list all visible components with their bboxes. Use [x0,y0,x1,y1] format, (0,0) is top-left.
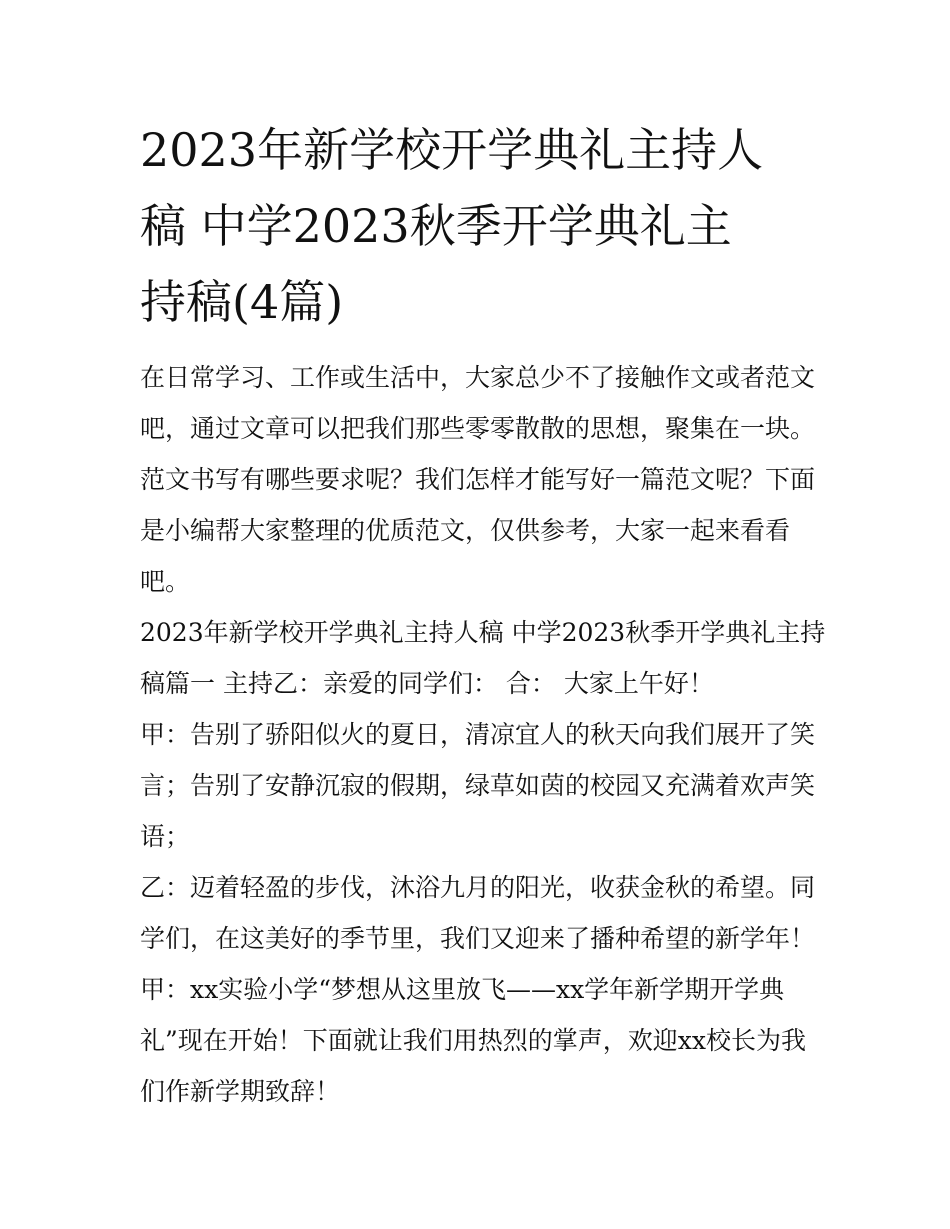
title-line: 稿 中学2023秋季开学典礼主 [140,199,732,253]
intro-paragraph [140,352,820,607]
text-line: 语； [140,822,191,851]
document-title [140,112,820,340]
speech-paragraph-jia-2 [140,964,820,1117]
text-line: 吧。 [140,567,191,596]
text-line: 2023年新学校开学典礼主持人稿 中学2023秋季开学典礼主持 [140,618,826,647]
speech-paragraph-yi-1 [140,862,820,964]
text-line: 学们，在这美好的季节里，我们又迎来了播种希望的新学年！ [140,924,816,953]
text-line: 吧，通过文章可以把我们那些零零散散的思想，聚集在一块。 [140,414,816,443]
text-line: 稿篇一 主持乙：亲爱的同学们： 合： 大家上午好！ [140,669,714,698]
document-body [140,352,826,1117]
text-line: 在日常学习、工作或生活中，大家总少不了接触作文或者范文 [140,363,816,392]
text-line: 们作新学期致辞！ [140,1077,341,1106]
text-line: 是小编帮大家整理的优质范文，仅供参考，大家一起来看看 [140,516,791,545]
text-line: 甲：告别了骄阳似火的夏日，清凉宜人的秋天向我们展开了笑 [140,720,816,749]
text-line: 甲：xx实验小学“梦想从这里放飞——xx学年新学期开学典 [140,975,785,1004]
text-line: 范文书写有哪些要求呢？我们怎样才能写好一篇范文呢？下面 [140,465,816,494]
section-heading-paragraph [140,607,826,709]
speech-paragraph-jia-1 [140,709,820,862]
text-line: 乙：迈着轻盈的步伐，沐浴九月的阳光，收获金秋的希望。同 [140,873,816,902]
text-line: 礼”现在开始！下面就让我们用热烈的掌声，欢迎xx校长为我 [140,1026,806,1055]
title-line: 2023年新学校开学典礼主持人 [140,123,764,177]
title-line: 持稿(4篇) [140,275,344,329]
text-line: 言；告别了安静沉寂的假期，绿草如茵的校园又充满着欢声笑 [140,771,816,800]
document-page [140,112,826,1117]
